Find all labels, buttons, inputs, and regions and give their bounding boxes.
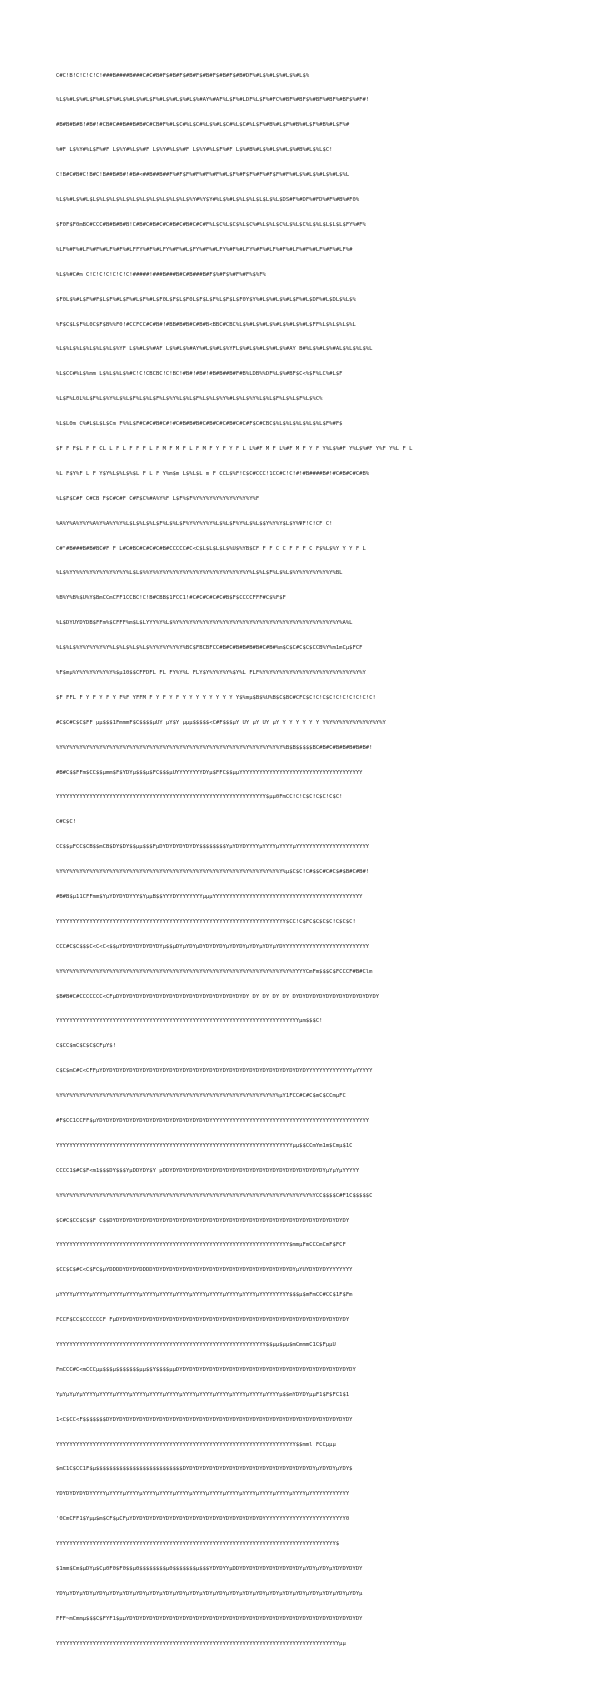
text-line: YYYYYYYYYYYYYYYYYYYYYYYYYYYYYYYYYYYYYYYYYYYYYYYYYYYYYYYYYYYYYYY$μμ0FmCC!C!C$C!C$C!C$C!	[56, 794, 343, 801]
text-line: #C$C#C$C$FF μμ$$$1FmmmF$C$$$$μUY μY$Y μμμ$$$$$<C#F$$$μY UY μY UY μY Y Y Y Y Y Y Y%Y%Y%Y%Y%Y%Y%Y%Y%Y	[56, 719, 386, 726]
text-line: #B#B#B#B!#B#!#CB#C##B##B#B#C#CB#F%#L$C#%L$C#%L$%#L$C#%L$C#%L$F%#B%#L$F%#B%#L$F%#B%#L$F%#	[56, 122, 350, 129]
text-line: YYYYYYYYYYYYYYYYYYYYYYYYYYYYYYYYYYYYYYYYYYYYYYYYYYYYYYYYYYYYYYYYYYYYY$CC!C$FC$C$C$C!C$C$C!	[56, 918, 356, 925]
text-line: C#"#B###B#B#BC#F F L#C#BC#C#C#C#B#CCCCC#C<C$L$L$L$L$%U$%YB$CF F F C C F F F C F$%L$%Y Y Y F L	[56, 545, 366, 552]
text-line: %L$CC#%L$%mm L$%L$%L$%#C!C!CBCBC!C!BC!#B#!#B#!#B#B##B#F#B%LDB%%DF%L$%#BF$C<%$F%LC%#L$F	[56, 371, 343, 378]
text-line: %Y%Y%Y%Y%Y%Y%Y%Y%Y%Y%Y%Y%Y%Y%Y%Y%Y%Y%Y%Y%Y%Y%Y%Y%Y%Y%Y%Y%Y%Y%Y%Y%Y%Y%Y%Y%Y%Y%YCC$$$$C#F1C$$$$$C	[56, 1192, 373, 1199]
text-line: C$C$mC#C<CFFμYDYDYDYDYDYDYDYDYDYDYDYDYDYDYDYDYDYDYDYDYDYDYDYDYDYDYDYDYDYDYDYYYYYYYYYYYYYYμYYYYY	[56, 1068, 373, 1075]
text-line	[56, 1665, 546, 1673]
text-line: C!B#C#B#C!B#C!B##B#B#!#B#<##B##B##F%#F$F%#F%#F%#F%#L$F%#F$F%#F%#F$F%#F%#L$%#L$%#L$%#L$%L	[56, 172, 350, 179]
text-line: #F$CC1CCFF$μYDYDYDYDYDYDYDYDYDYDYDYDYDYDYDYDYDYYYYYYYYYYYYYYYYYYYYYYYYYYYYYYYYYYYYYYYYYYYYYYYY	[56, 1118, 370, 1124]
text-line: %L$F%L0L%L$F%L$%Y%L$%L$F%L$%L$F%L$%Y%L$%L$F%L$%L$%Y%#L$%L$%Y%L$%L$F%L$%L$F%L$%C%	[56, 396, 323, 403]
text-line: $C#C$CC$C$$F C$$DYDYDYDYDYDYDYDYDYDYDYDYDYDYDYDYDYDYDYDYDYDYDYDYDYDYDYDYDYDYDYDYDYDYDYDY	[56, 1217, 350, 1224]
text-line: FCCF$CC$CCCCCCF FμDYDYDYDYDYDYDYDYDYDYDYDYDYDYDYDYDYDYDYDYDYDYDYDYDYDYDYDYDYDYDYDYDYDYDY	[56, 1317, 350, 1324]
text-line: YYYYYYYYYYYYYYYYYYYYYYYYYYYYYYYYYYYYYYYYYYYYYYYYYYYYYYYYYYYYYYYYYYYYYYYμμ$$CCmYm1m$Cmμ$1C	[56, 1142, 353, 1149]
text-line: %Y%Y%Y%Y%Y%Y%Y%Y%Y%Y%Y%Y%Y%Y%Y%Y%Y%Y%Y%Y%Y%Y%Y%Y%Y%Y%Y%Y%Y%Y%Y%Y%Y%Y%Y%YYYYCmFm$$$C$FCCCF#B#Clm	[56, 968, 373, 975]
text-line: $CC$C$#C<C$FC$μYDDDDYDYDYDDDDYDYDYDYDYDYDYDYDYDYDYDYDYDYDYDYDYDYDYDYDYDYμYUYDYDYDYYYYYYYY	[56, 1267, 353, 1274]
text-line: YDYDYDYDYDYYYYYμYYYYμYYYYμYYYYμYYYYμYYYYμYYYYμYYYYμYYYYμYYYYμYYYYμYYYYμYYYYμYYYYYYYYYYYY	[56, 1491, 350, 1498]
text-line: C#C!B!C!C!C!C!###B####B###C#C#B#F$#B#F$#B#F$#B#F$#B#F$#B#DF%#L$%#L$%#L$%#L$%	[56, 72, 310, 79]
text-line: $F0F$F0mBC#CCC#B#B#B#B!C#B#C#B#C#C#B#C#B#C#C#F%L$C%L$C$%L$C%#%L$%L$C%L$%L$C%L$%L$L$L$L$FY%#F%	[56, 221, 366, 228]
text-line: %L$%L$%L$%L$%L$%L$%YF L$%#L$%#AF L$%#L$%#AY%#L$%#L$%YFL$%#L$%#L$%#L$%#AY B#%L$%#L$%#AL$%L$%L$%L	[56, 346, 373, 353]
ascii-art-text-block	[56, 55, 546, 1684]
text-line: #B#B$μ11CFFmm$YμYDYDYDYYY$YμμB$$YYYDYYYYYYYYμμμYYYYYYYYYYYYYYYYYYYYYYYYYYYYYYYYYYYYYYYYYYYYY	[56, 893, 363, 900]
text-line: #B#C$$FFm$CC$$μmm$F$YDYμ$$$μ$FC$$$μUYYYYYYYYDYμ$FFC$$μμYYYYYYYYYYYYYYYYYYYYYYYYYYYYYYYYYYYYY	[56, 769, 363, 776]
text-line: %Y%Y%Y%Y%Y%Y%Y%Y%Y%Y%Y%Y%Y%Y%Y%Y%Y%Y%Y%Y%Y%Y%Y%Y%Y%Y%Y%Y%Y%Y%Y%Y%Y%Y%B$B$$$$$BC#B#C#B#B#B#B#B#!	[56, 744, 373, 751]
text-line: 1<C$CC<F$$$$$$$DYDYDYDYDYDYDYDYDYDYDYDYDYDYDYDYDYDYDYDYDYDYDYDYDYDYDYDYDYDYDYDYDYDYDYDYDY	[56, 1416, 353, 1423]
text-line: C#C$C!	[56, 819, 76, 826]
text-line: %Y%Y%Y%Y%Y%Y%Y%Y%Y%Y%Y%Y%Y%Y%Y%Y%Y%Y%Y%Y%Y%Y%Y%Y%Y%Y%Y%Y%Y%Y%Y%Y%Y%μY1FCC#C#C$mC$CCmμFC	[56, 1093, 346, 1100]
text-line: C$CC$mC$C$C$CFμY$!	[56, 1043, 116, 1050]
text-line: '0CmCFF1$Yμμ$m$CF$μCFμYDYDYDYDYDYDYDYDYDYDYDYDYDYDYDYDYDYDYDYDYYYYYYYYYYYYYYYYYYYYYYYYY0	[56, 1516, 350, 1523]
text-line: %F$mμ%Y%Y%Y%Y%Y%Y%$μ10$$CFFDFL FL FY%Y%L FLY$Y%Y%Y%Y%$Y%L FLF%Y%Y%Y%Y%Y%Y%Y%Y%Y%Y%Y%Y%Y%Y%Y%Y	[56, 669, 366, 676]
text-line: YYYYYYYYYYYYYYYYYYYYYYYYYYYYYYYYYYYYYYYYYYYYYYYYYYYYYYYYYYYYYYYYYYYYYYYYYYYYYYYYYYYYYμμ	[56, 1640, 346, 1647]
text-line: CC$$μFCC$CB$$mCB$DY$DY$$μμ$$$FμDYDYDYDYDYDY$$$$$$$$YμYDYDYYYYμYYYYμYYYYμYYYYYYYYYYYYYYYYYYYYYY	[56, 844, 370, 851]
text-line: %A%Y%A%Y%Y%A%Y%A%Y%Y%L$L$%L$%L$F%L$%L$F%Y%Y%Y%Y%L$%L$F%Y%L$%L$$Y%Y%Y$L$Y%ΨF!C!CF C!	[56, 520, 333, 527]
text-line: $F0L$%#L$F%#F$L$F%#L$F%#L$F%#L$F0L$F$L$F0L$F$L$F%L$F$L$F0Y$Y%#L$%#L$%#L$F%#L$DF%#L$DL$%L$%	[56, 296, 356, 303]
text-line: YμYμYμYμYYYYμYYYYμYYYYμYYYYμYYYYμYYYYμYYYYμYYYYμYYYYμYYYYμYYYYμYYYYμ$$mYDYDYμμF1$F$FC1$1	[56, 1391, 350, 1398]
text-line: %L$%YY%%Y%Y%Y%Y%Y%Y%Y%L$L$%%Y%%Y%Y%Y%Y%Y%Y%Y%Y%Y%Y%Y%Y%Y%Y%L$%L$F%L$%L$%Y%Y%Y%Y%Y%Y%BL	[56, 570, 343, 577]
text-line: $mC1C$CC1F$μ$$$$$$$$$$$$$$$$$$$$$$$$$$DYDYDYDYDYDYDYDYDYDYDYDYDYDYDYDYDYDYDYDYμYDYDYμYDY$	[56, 1466, 353, 1473]
text-line: %L F$Y%F L F Y$Y%L$%L$%$L F L F Y%m$m L$%L$L m F CCL$%F!C$C#CCC!1CC#C!C!#!#B####B#!#C#B#C#C#B%	[56, 470, 370, 477]
text-line: FFF~mCmmμ$$$C$FYF1$μμYDYDYDYDYDYDYDYDYDYDYDYDYDYDYDYDYDYDYDYDYDYDYDYDYDYDYDYDYDYDYDYDYDYDYDY	[56, 1615, 363, 1622]
text-line: %L$%#C#m C!C!C!C!C!C!C!#####!###B###B#C#B###B#F$%#F$%#F%#F%$%F%	[56, 271, 266, 278]
text-line: %L$F$C#F C#CB F$C#C#F C#F$C%#A%Y%F L$F%$F%Y%Y%Y%Y%Y%Y%Y%Y%Y%F	[56, 495, 260, 502]
text-line: %#F L$%Y#%L$F%#F L$%Y#%L$%#F L$%Y#%L$%#F L$%Y#%L$F%#F L$%#B%#L$%#L$%#L$%#B%#L$%L$C!	[56, 147, 333, 154]
text-line: %Y%Y%Y%Y%Y%Y%Y%Y%Y%Y%Y%Y%Y%Y%Y%Y%Y%Y%Y%Y%Y%Y%Y%Y%Y%Y%Y%Y%Y%Y%Y%Y%Y%Y%μ$C$C!C#$$C#C#C$#$B#C#B#!	[56, 869, 370, 876]
text-line: FmCCC#C<mCCCμμ$$$μ$$$$$$$μμ$$Y$$$$μμDYDYDYDYDYDYDYDYDYDYDYDYDYDYDYDYDYDYDYDYDYDYDYDYDYDYDY	[56, 1366, 356, 1373]
text-line: %B%Y%B%$U%Y$BmCCmCFF1CCBC!C!B#CBB$1FCC1!#C#C#C#C#C#B$F$CCCCFFF#C$%F$F	[56, 595, 286, 602]
text-line: $F F F$L F F CL L F L F F F L F M F M F L F M F Y F Y F L L%#F M F L%#F M F Y F Y%L$%#F Y%L$%#F Y%F Y%L F L	[56, 445, 413, 452]
text-line: YYYYYYYYYYYYYYYYYYYYYYYYYYYYYYYYYYYYYYYYYYYYYYYYYYYYYYYYYYYYYYYYYYYYYYYYYYYYYYYYYYYY$	[56, 1541, 340, 1548]
text-line: YYYYYYYYYYYYYYYYYYYYYYYYYYYYYYYYYYYYYYYYYYYYYYYYYYYYYYYYYYYYYYYYYYYYYYYYYμm$$$C!	[56, 1018, 323, 1025]
text-line: $F FFL F Y F Y F Y F%F YFFM F Y F Y F Y Y Y Y Y Y Y Y Y$%mμ$B$%U%B$C$BC#CFC$C!C!C$C!C!C!C!C!C!C!	[56, 694, 376, 701]
text-line: %F$C$L$F%L0C$F$B%%F0!#CCFCC#C#B#!#BB#B#B#C#B#B<BBC#CBC%L$%#L$%#L$%#L$%#L$%#L$FF%L$%L$%L$%L	[56, 321, 356, 328]
text-line: YDYμYDYμYDYμYDYμYDYμYDYμYDYμYDYμYDYμYDYμYDYμYDYμYDYμYDYμYDYμYDYμYDYμYDYμYDYμYDYμYDYμYDYμYDYμ	[56, 1590, 363, 1597]
text-line: YYYYYYYYYYYYYYYYYYYYYYYYYYYYYYYYYYYYYYYYYYYYYYYYYYYYYYYYYYYYYYYYYYYYYY$mmμFmCCCmCmF$FCF	[56, 1242, 346, 1249]
text-line: $1mm$Cm$μDYμ$Cμ0F0$F0$$μ0$$$$$$$$μ0$$$$$$$μ$$$YDYDYYμDDYDYDYDYDYDYDYDYDYDYμYDYμYDYμYDYDYDYDY	[56, 1566, 363, 1573]
text-line: %L$%#L$%#L$L$%L$%L$%L$%L$%L$%L$%L$%L$%L$%Y#%Y$Y#%L$%#L$%L$%L$L$L$%L$DS#F%#DF%#FD%#F%#B%#F0%	[56, 197, 360, 204]
text-line: %L$L0m C%#L$L$L$Cm F%%L$F#C#C#B#C#!#C#B#B#B#C#B#C#C#B#C#C#F$C#CBC$%L$%L$%L$%L$%L$F%#F$	[56, 421, 343, 428]
text-line: YYYYYYYYYYYYYYYYYYYYYYYYYYYYYYYYYYYYYYYYYYYYYYYYYYYYYYYYYYYYYYYYYYYYYYYY$$mml FCCμμμ	[56, 1441, 336, 1448]
text-line: $B#B#C#CCCCCCC<CFμDYDYDYDYDYDYDYDYDYDYDYDYDYDYDYDYDYDYDYDY DY DY DY DY DYDYDYDYDYDYDYDYDYDYDYDYDY	[56, 993, 380, 1000]
text-line: %L$DYUYDYDB$FFm%$CFFF%m$L$LYYY%Y%L$%Y%Y%Y%Y%Y%Y%Y%Y%Y%Y%Y%Y%Y%Y%Y%Y%Y%Y%Y%Y%Y%Y%Y%Y%Y%A%L	[56, 620, 353, 627]
text-line: μYYYYμYYYYμYYYYμYYYYμYYYYμYYYYμYYYYμYYYYμYYYYμYYYYμYYYYμYYYYμYYYYYYYYY$$$μ$mFmCC#CC$1F$Fm	[56, 1292, 353, 1299]
text-line: %L$%L$%Y%Y%Y%Y%Y%L$%L$%L$%L$%Y%Y%Y%Y%Y%BC$FBCBFCC#B#C#B#B#B#B#C#B#%m$C$C#C$C$CCB%Y%m1mCμ$FCF	[56, 645, 363, 652]
text-line: %LF%#F%#LF%#F%#LF%#F%#LFFY%#F%#LFY%#F%#L$FY%#F%#LFY%#F%#LFY%#F%#LF%#F%#LF%#F%#LF%#F%#LF%#	[56, 246, 353, 253]
text-line: %L$%#L$%#L$F%#L$F%#L$%#L$%#L$F%#L$%#L$%#L$%#AY%#AF%L$F%#LDF%L$F%#FC%#BF%#BF$%#BF%#BF%#BF$%#F#!	[56, 97, 370, 104]
text-line: YYYYYYYYYYYYYYYYYYYYYYYYYYYYYYYYYYYYYYYYYYYYYYYYYYYYYYYYYYYYYYY$$μμ$μμ$mCmmmC1C$FμμU	[56, 1342, 336, 1349]
text-line: CCCC1$#C$F<m1$$$DY$$$YμDDYDY$Y μDDYDYDYDYDYDYDYDYDYDYDYDYDYDYDYDYDYDYDYDYDYDYDYDYμYμYμYYYYY	[56, 1167, 360, 1174]
text-line: CCC#C$C$$$C<C<C<$$μYDYDYDYDYDYDYμ$$μDYμYDYμDYDYDYDYμYDYDYμYDYμYDYμYDYYYYYYYYYYYYYYYYYYYYYYYYYY	[56, 943, 370, 950]
